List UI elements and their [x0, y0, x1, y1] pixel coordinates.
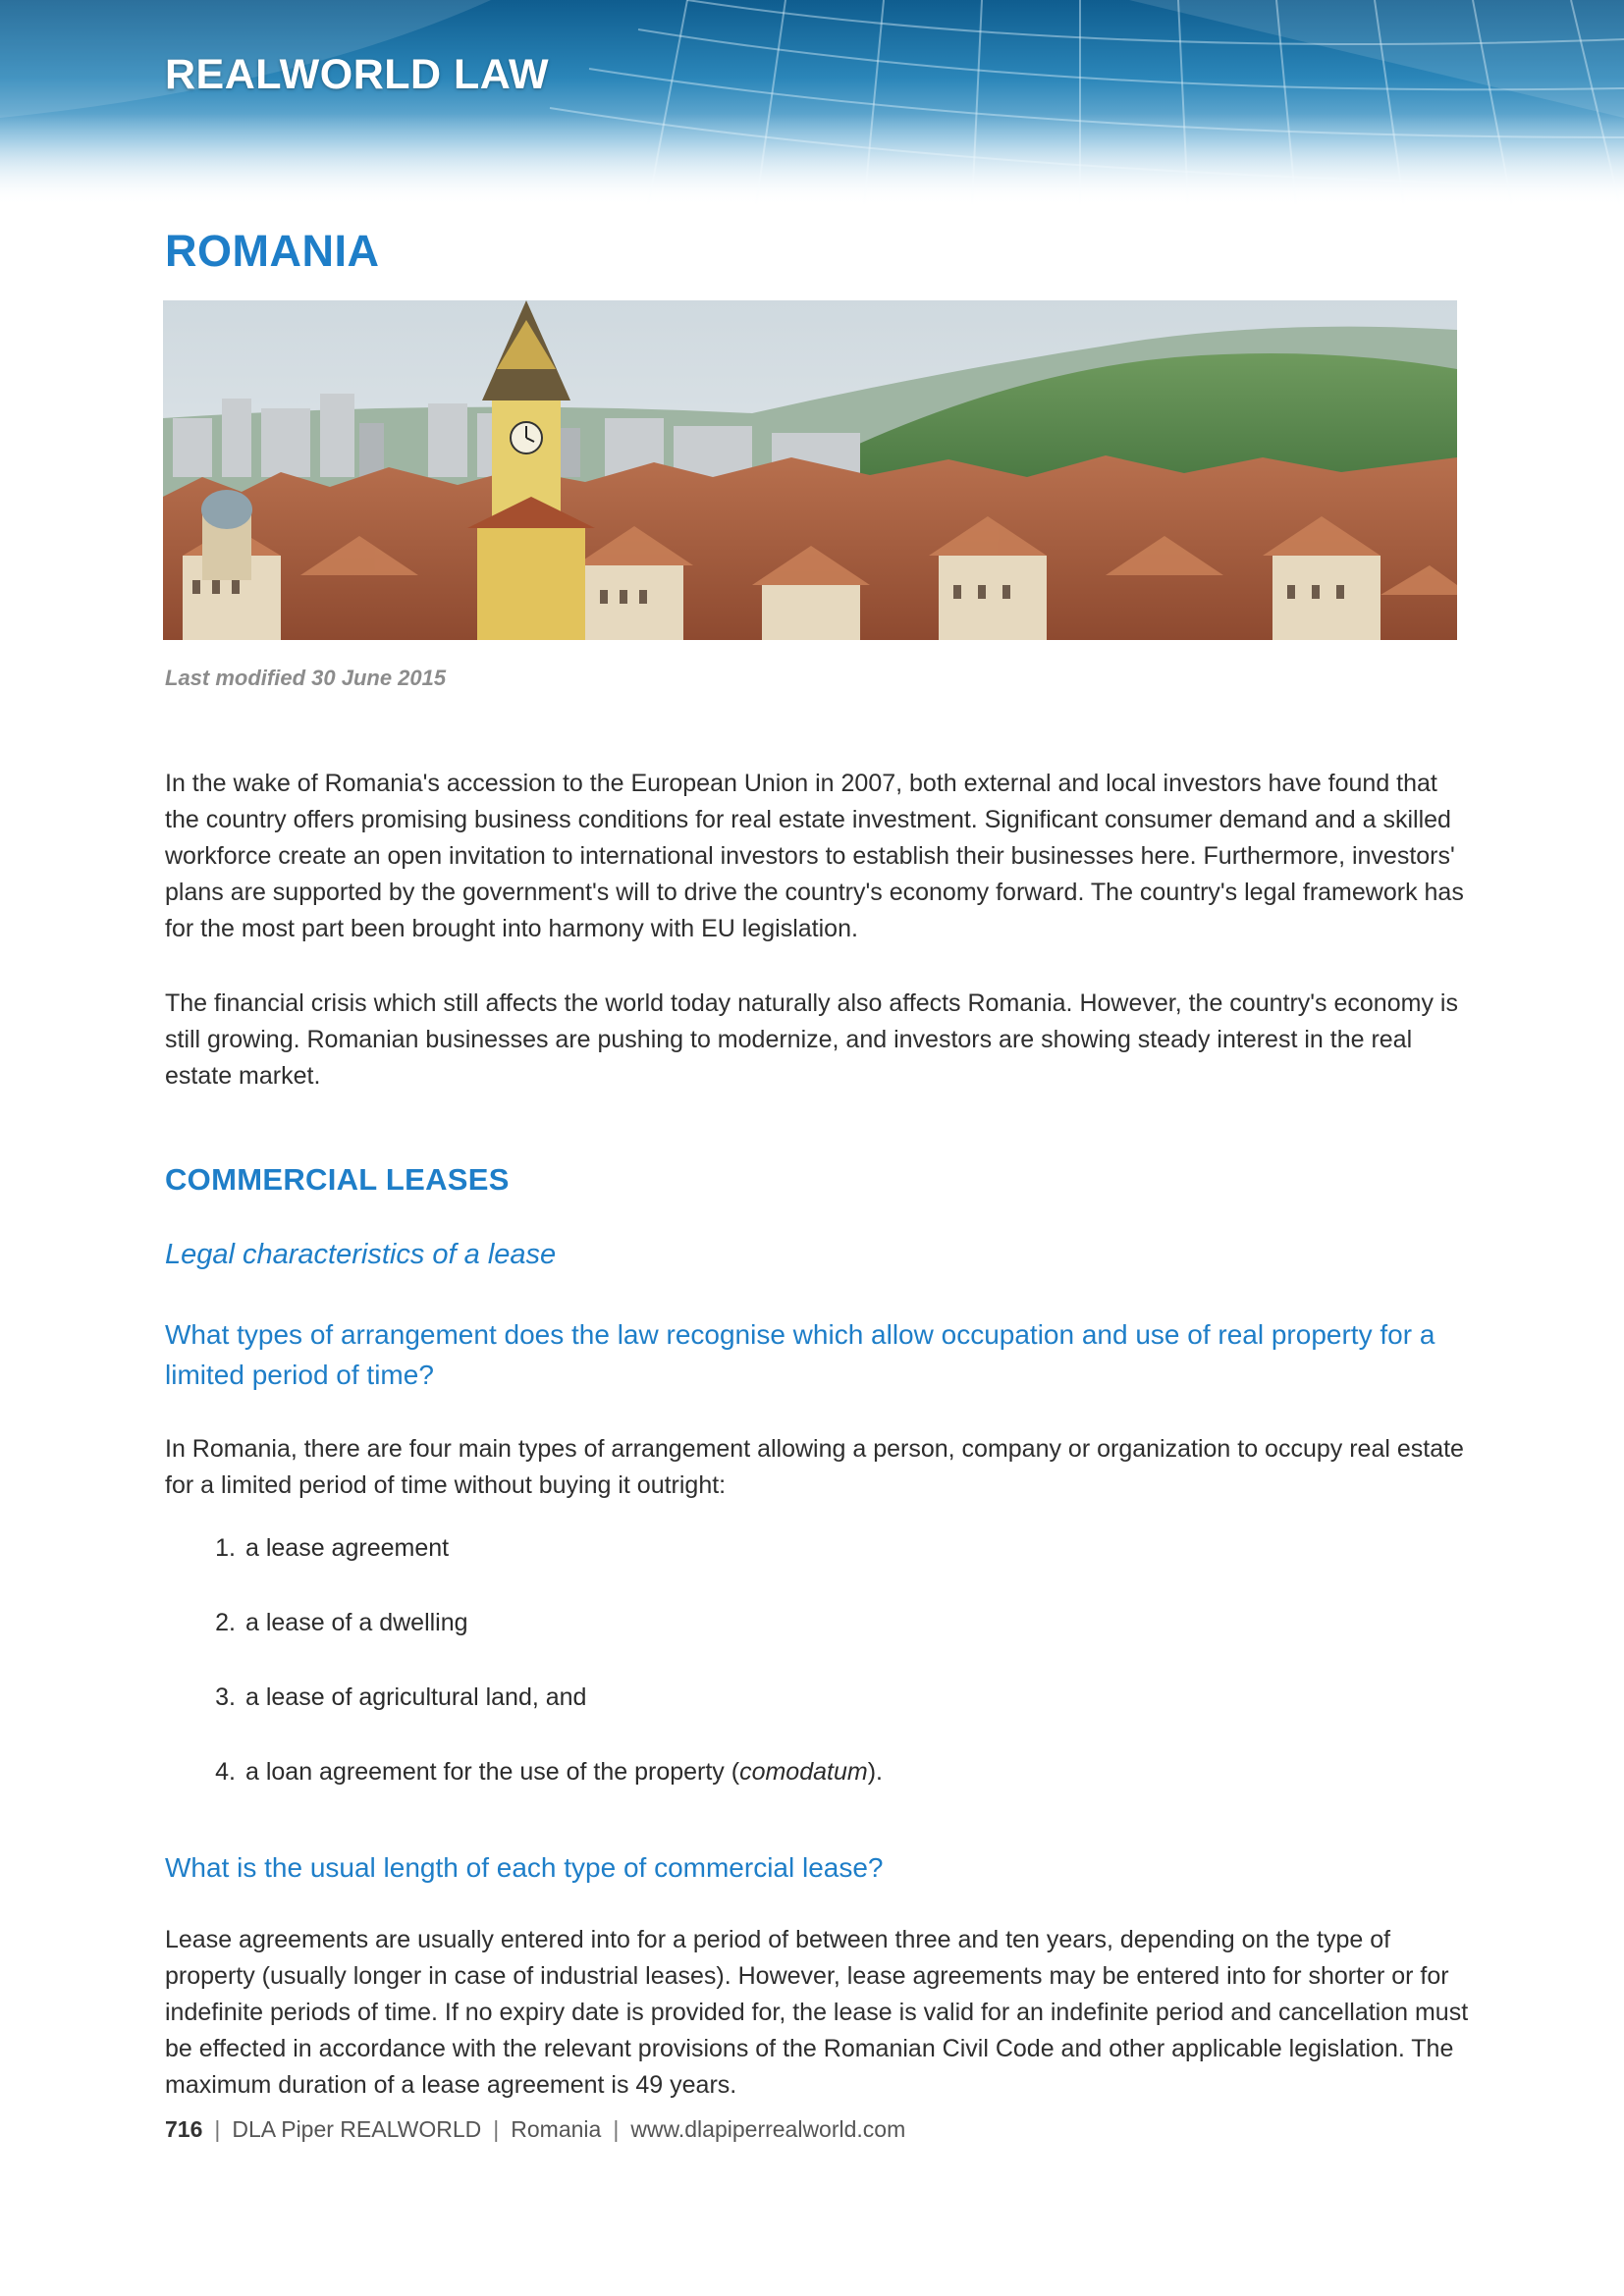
list-number: 3.: [215, 1683, 236, 1711]
list-text-after: ).: [867, 1758, 883, 1786]
list-text: a loan agreement for the use of the property (: [245, 1758, 740, 1786]
footer-publisher: DLA Piper REALWORLD: [232, 2116, 482, 2142]
header-banner: [0, 0, 1624, 206]
footer-country: Romania: [511, 2116, 602, 2142]
header-title: REALWORLD LAW: [165, 51, 550, 98]
footer-separator: |: [613, 2116, 620, 2142]
list-number: 2.: [215, 1609, 236, 1636]
question-1: What types of arrangement does the law recognise which allow occupation and use of real property for a limited period of time?: [165, 1319, 1435, 1390]
footer-url[interactable]: www.dlapiperrealworld.com: [630, 2116, 906, 2142]
footer-separator: |: [493, 2116, 500, 2142]
list-text-italic: comodatum: [739, 1758, 868, 1786]
list-number: 1.: [215, 1534, 236, 1562]
list-text: a lease of agricultural land, and: [245, 1683, 587, 1711]
glass-building-graphic: [0, 0, 1624, 206]
section-heading: COMMERCIAL LEASES: [165, 1162, 510, 1197]
answer-1: In Romania, there are four main types of arrangement allowing a person, company or organization to occupy real estate for a limited period of time without buying it outright:: [165, 1435, 1464, 1499]
intro-paragraph-2: The financial crisis which still affects the world today naturally also affects Romania. However, the country's economy is still growing. Romanian businesses are pushing to modernize, and investors are showing steady interest in the real estate market.: [165, 989, 1458, 1090]
subsection-heading: Legal characteristics of a lease: [165, 1239, 557, 1270]
page-footer: [165, 2116, 905, 2143]
list-text: a lease agreement: [245, 1534, 450, 1562]
list-item: [165, 1758, 883, 1787]
intro-paragraph-1: In the wake of Romania's accession to the European Union in 2007, both external and local investors have found that the country offers promising business conditions for real estate investment. Significant consumer demand and a skilled workforce create an open invitation to international investors to establish their businesses here. Furthermore, investors' plans are supported by the government's will to drive the country's economy forward. The country's legal framework has for the most part been brought into harmony with EU legislation.: [165, 770, 1464, 942]
list-item: [165, 1683, 586, 1712]
list-item: [165, 1609, 468, 1637]
last-modified-date: Last modified 30 June 2015: [165, 666, 447, 690]
answer-2: Lease agreements are usually entered into for a period of between three and ten years, depending on the type of property (usually longer in case of industrial leases). However, lease agreements may be entered into for shorter or for indefinite periods of time. If no expiry date is provided for, the lease is valid for an indefinite period and cancellation must be effected in accordance with the relevant provisions of the Romanian Civil Code and other applicable legislation. The maximum duration of a lease agreement is 49 years.: [165, 1926, 1469, 2099]
list-number: 4.: [215, 1758, 236, 1786]
city-panorama-image: [163, 300, 1457, 640]
page-title: ROMANIA: [165, 226, 380, 276]
page-number: 716: [165, 2116, 203, 2142]
footer-separator: |: [214, 2116, 221, 2142]
list-text: a lease of a dwelling: [245, 1609, 468, 1636]
list-item: [165, 1534, 449, 1563]
question-2: What is the usual length of each type of commercial lease?: [165, 1852, 884, 1883]
